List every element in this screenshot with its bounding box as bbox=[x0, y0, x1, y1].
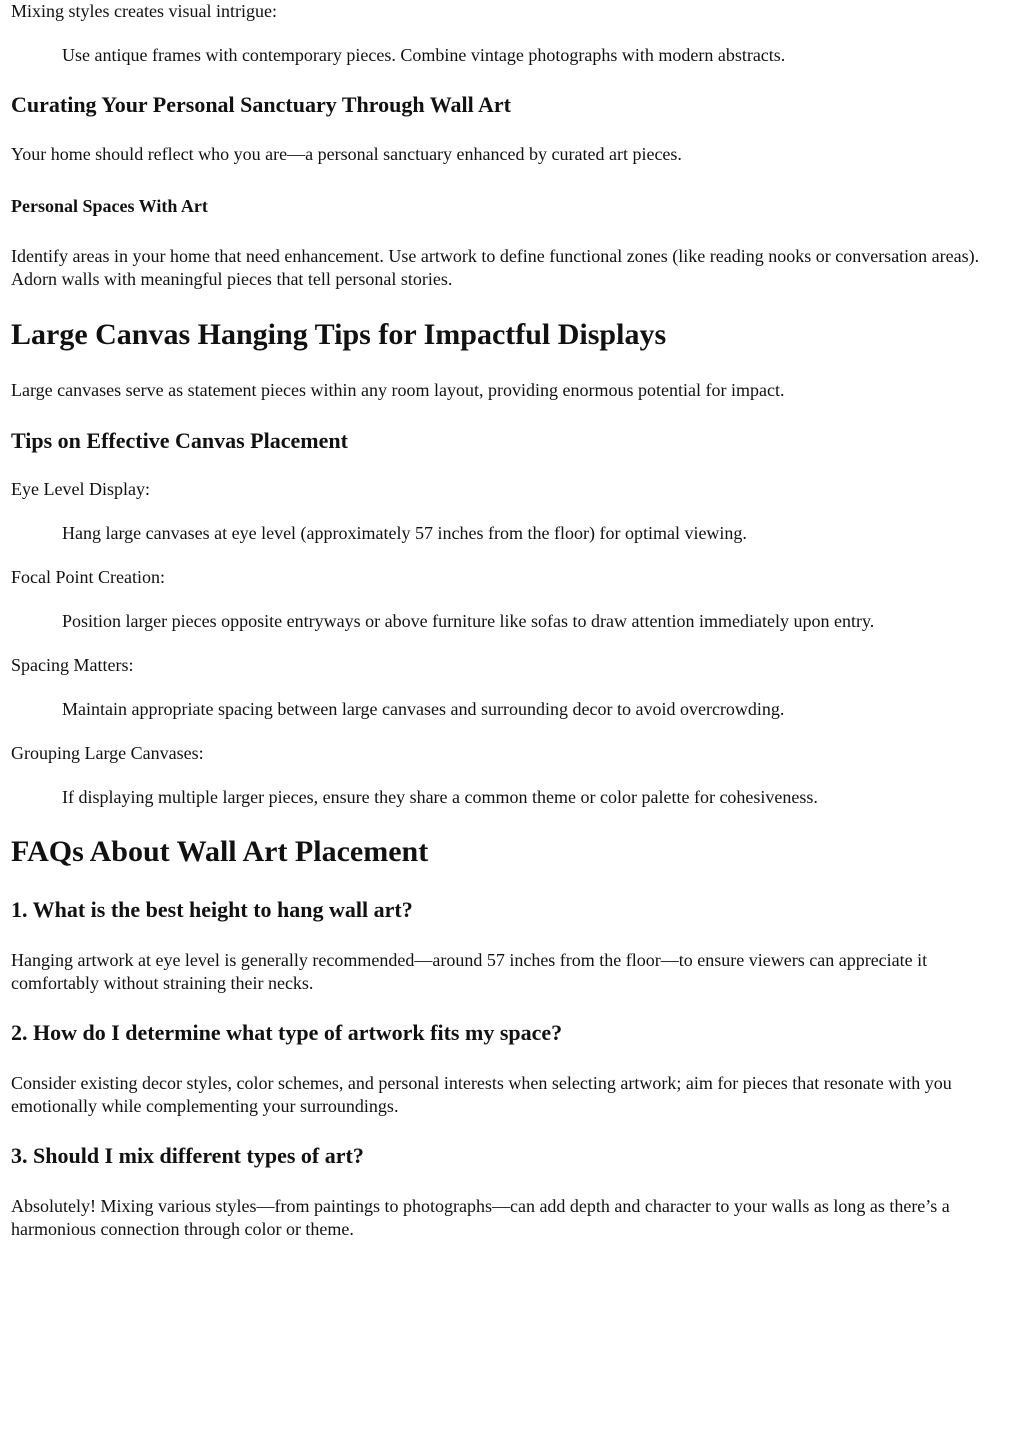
canvas-placement-heading: Tips on Effective Canvas Placement bbox=[11, 428, 348, 453]
faq-answer: Consider existing decor styles, color schemes, and personal interests when selecting artwork; aim for pieces that resonate with you emotionally while complementing your surroundings. bbox=[11, 1073, 952, 1116]
faq-question: 3. Should I mix different types of art? bbox=[11, 1143, 364, 1168]
faq-question: 2. How do I determine what type of artwork fits my space? bbox=[11, 1020, 563, 1045]
tip-term: Focal Point Creation: bbox=[11, 567, 165, 587]
mixing-styles-lead: Mixing styles creates visual intrigue: bbox=[11, 1, 277, 21]
personal-spaces-body: Identify areas in your home that need enhancement. Use artwork to define functional zones (like reading nooks or conversation areas). Adorn walls with meaningful pieces that tell personal stories. bbox=[11, 246, 980, 289]
large-canvas-heading: Large Canvas Hanging Tips for Impactful Displays bbox=[11, 318, 667, 351]
tip-term: Spacing Matters: bbox=[11, 655, 134, 675]
tip-detail: If displaying multiple larger pieces, ensure they share a common theme or color palette for cohesiveness. bbox=[62, 787, 818, 807]
sanctuary-intro: Your home should reflect who you are—a personal sanctuary enhanced by curated art pieces. bbox=[11, 144, 682, 164]
faq-heading: FAQs About Wall Art Placement bbox=[11, 835, 429, 868]
faq-answer: Hanging artwork at eye level is generally recommended—around 57 inches from the floor—to ensure viewers can appreciate it comfortably without straining their necks. bbox=[11, 950, 928, 993]
personal-spaces-heading: Personal Spaces With Art bbox=[11, 196, 208, 216]
faq-question: 1. What is the best height to hang wall art? bbox=[11, 897, 413, 922]
tip-detail: Position larger pieces opposite entryways or above furniture like sofas to draw attention immediately upon entry. bbox=[62, 611, 875, 631]
tip-term: Grouping Large Canvases: bbox=[11, 743, 204, 763]
sanctuary-heading: Curating Your Personal Sanctuary Through Wall Art bbox=[11, 92, 511, 117]
tip-detail: Hang large canvases at eye level (approximately 57 inches from the floor) for optimal viewing. bbox=[62, 523, 747, 543]
large-canvas-intro: Large canvases serve as statement pieces within any room layout, providing enormous potential for impact. bbox=[11, 380, 785, 400]
tip-term: Eye Level Display: bbox=[11, 479, 150, 499]
mixing-styles-detail: Use antique frames with contemporary pieces. Combine vintage photographs with modern abstracts. bbox=[62, 45, 786, 65]
faq-answer: Absolutely! Mixing various styles—from paintings to photographs—can add depth and character to your walls as long as there’s a harmonious connection through color or theme. bbox=[11, 1196, 950, 1239]
tip-detail: Maintain appropriate spacing between large canvases and surrounding decor to avoid overcrowding. bbox=[62, 699, 785, 719]
